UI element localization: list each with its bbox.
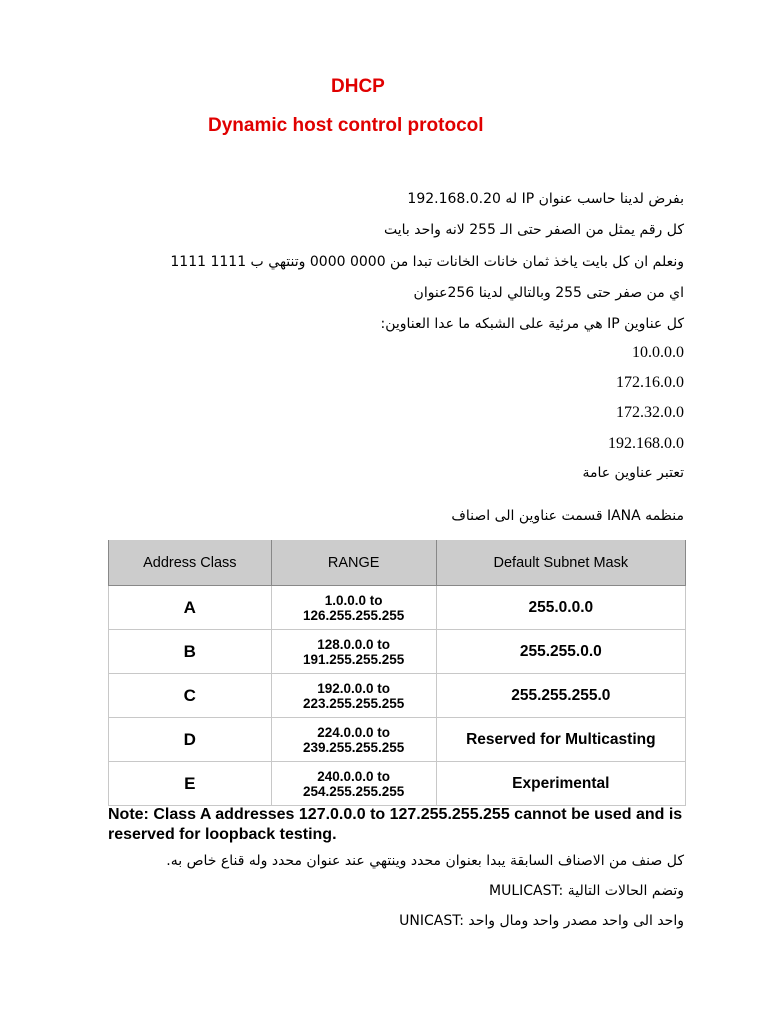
paragraph-256: اي من صفر حتى 255 وبالتالي لدينا 256عنوان xyxy=(413,285,684,301)
range-cell xyxy=(271,762,436,806)
title-full: Dynamic host control protocol xyxy=(208,115,484,136)
range-from: 128.0.0.0 to xyxy=(317,636,391,652)
class-cell: C xyxy=(109,674,272,718)
range-cell xyxy=(271,674,436,718)
title-acronym: DHCP xyxy=(331,76,385,97)
mask-cell: 255.255.255.0 xyxy=(436,674,685,718)
range-from: 240.0.0.0 to xyxy=(317,768,391,784)
closing-line-multicast: MULICAST: وتضم الحالات التالية xyxy=(489,883,684,899)
paragraph-visible: كل عناوين IP هي مرئية على الشبكه ما عدا العناوين: xyxy=(380,316,684,332)
range-cell xyxy=(271,718,436,762)
private-address: 10.0.0.0 xyxy=(632,344,684,361)
private-address: 192.168.0.0 xyxy=(608,435,684,452)
range-to: 126.255.255.255 xyxy=(302,607,405,623)
range-to: 239.255.255.255 xyxy=(302,739,405,755)
mask-cell: 255.255.0.0 xyxy=(436,630,685,674)
address-class-table xyxy=(108,540,686,806)
range-to: 254.255.255.255 xyxy=(302,783,405,799)
table-row xyxy=(109,630,686,674)
header-address-class: Address Class xyxy=(109,540,272,586)
closing-line-classes: كل صنف من الاصناف السابقة يبدا بعنوان محدد وينتهي عند عنوان محدد وله قناع خاص به. xyxy=(166,853,684,869)
range-to: 191.255.255.255 xyxy=(302,651,405,667)
class-cell: E xyxy=(109,762,272,806)
paragraph-byte-range: كل رقم يمثل من الصفر حتى الـ 255 لانه واحد بايت xyxy=(383,222,684,238)
range-to: 223.255.255.255 xyxy=(302,695,405,711)
table-row xyxy=(109,718,686,762)
range-cell xyxy=(271,586,436,630)
range-from: 1.0.0.0 to xyxy=(324,592,383,608)
mask-cell: 255.0.0.0 xyxy=(436,586,685,630)
header-subnet-mask: Default Subnet Mask xyxy=(436,540,685,586)
class-cell: B xyxy=(109,630,272,674)
header-range: RANGE xyxy=(271,540,436,586)
private-address: 172.32.0.0 xyxy=(616,404,684,421)
iana-line: منظمه IANA قسمت عناوين الى اصناف xyxy=(451,508,684,524)
table-row xyxy=(109,586,686,630)
table-row xyxy=(109,674,686,718)
paragraph-ip-example: بفرض لدينا حاسب عنوان IP له 192.168.0.20 xyxy=(407,191,684,207)
private-address: 172.16.0.0 xyxy=(616,374,684,391)
mask-cell: Experimental xyxy=(436,762,685,806)
range-from: 192.0.0.0 to xyxy=(317,680,391,696)
closing-line-unicast: UNICAST: واحد الى واحد مصدر واحد ومال واحد xyxy=(399,913,684,929)
range-from: 224.0.0.0 to xyxy=(317,724,391,740)
paragraph-bits: ونعلم ان كل بايت ياخذ ثمان خانات الخانات تبدا من 0000 0000 وتنتهي ب 1111 1111 xyxy=(170,254,684,270)
class-cell: A xyxy=(109,586,272,630)
table-header-row xyxy=(109,540,686,586)
table-note: Note: Class A addresses 127.0.0.0 to 127.255.255.255 cannot be used and is reserved for loopback testing. xyxy=(108,806,683,843)
table-row xyxy=(109,762,686,806)
mask-cell: Reserved for Multicasting xyxy=(436,718,685,762)
public-note: تعتبر عناوين عامة xyxy=(582,465,684,481)
class-cell: D xyxy=(109,718,272,762)
range-cell xyxy=(271,630,436,674)
